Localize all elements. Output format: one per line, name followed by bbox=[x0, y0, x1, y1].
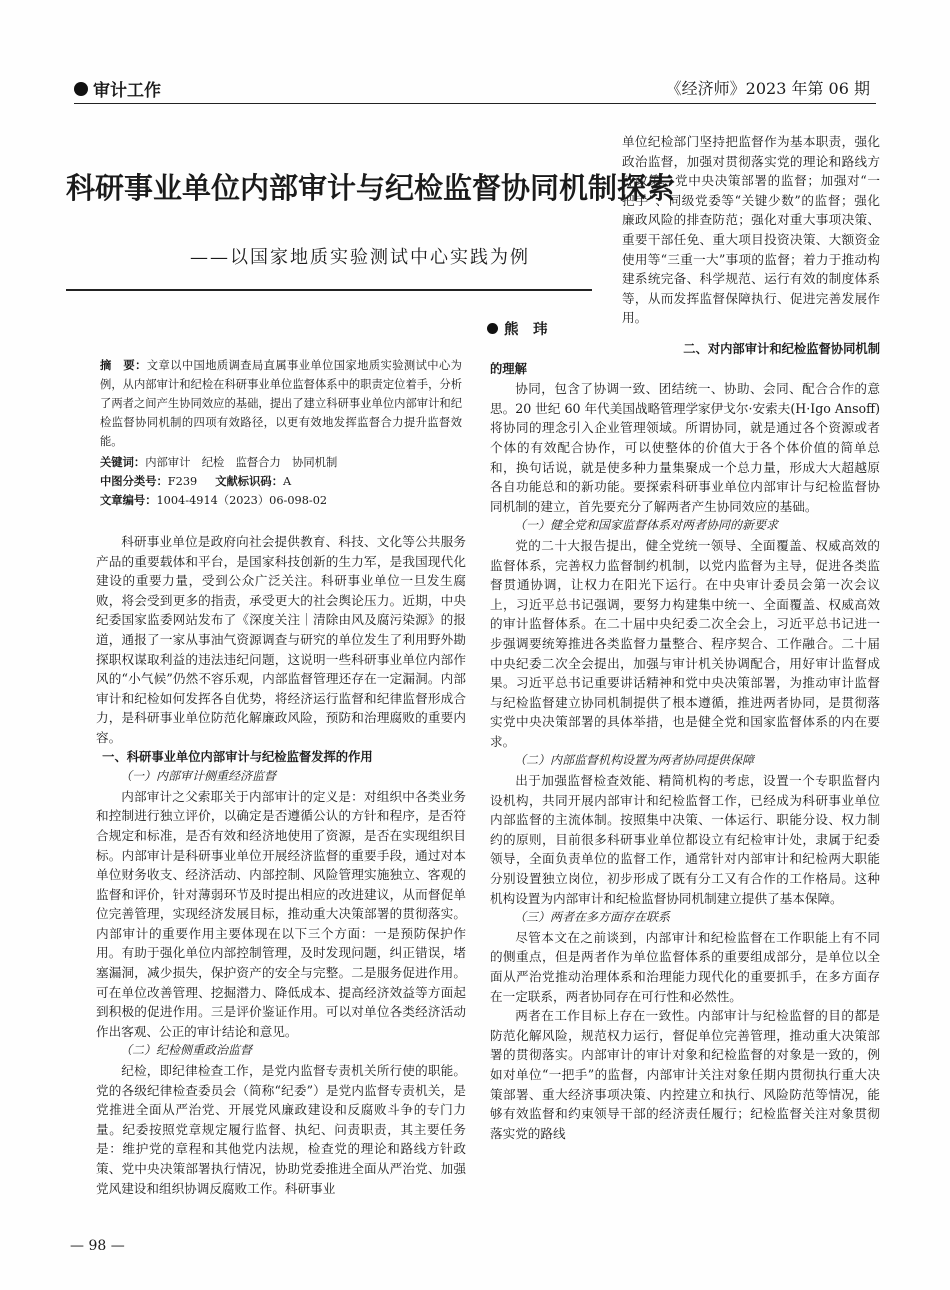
body-paragraph: 内部审计之父索耶关于内部审计的定义是：对组织中各类业务和控制进行独立评价，以确定是否遵循公认的方针和程序，是否符合规定和标准，是否有效和经济地使用了资源，是否在实现组织目标。内部审计是科研事业单位开展经济监督的重要手段，通过对本单位财务收支、经济活动、内部控制、风险管理实施独立、客观的监督和评价，针对薄弱环节及时提出相应的改进建议，从而督促单位完善管理，实现经济发展目标，推动重大决策部署的贯彻落实。内部审计的重要作用主要体现在以下三个方面：一是预防保护作用。有助于强化单位内部控制管理，及时发现问题，纠正错误，堵塞漏洞，减少损失，保护资产的安全与完整。二是服务促进作用。可在单位改善管理、挖掘潜力、降低成本、提高经济效益等方面起到积极的促进作用。三是评价鉴证作用。可以对单位各类经济活动作出客观、公正的审计结论和意见。 bbox=[96, 788, 466, 1039]
subsection-heading: （一）健全党和国家监督体系对两者协同的新要求 bbox=[514, 518, 779, 533]
continued-paragraph: 单位纪检部门坚持把监督作为基本职责，强化政治监督，加强对贯彻落实党的理论和路线方针政策、党中央决策部署的监督；加强对“一把手”、同级党委等“关键少数”的监督；强化廉政风险的排查防范；强化对重大事项决策、重要干部任免、重大项目投资决策、大额资金使用等“三重一大”事项的监督；着力于推动构建系统完备、科学规范、运行有效的制度体系等，从而发挥监督保障执行、促进完善发展作用。 bbox=[622, 134, 880, 326]
title-rule bbox=[66, 289, 592, 291]
subsection-heading: （二）内部监督机构设置为两者协同提供保障 bbox=[514, 753, 755, 768]
doc-code: A bbox=[283, 475, 292, 488]
classification-line bbox=[100, 472, 337, 491]
subsection-heading: （二）纪检侧重政治监督 bbox=[120, 1043, 253, 1058]
doc-code-label: 文献标识码： bbox=[215, 475, 283, 488]
header-rule bbox=[74, 103, 876, 104]
bullet-icon bbox=[487, 323, 498, 334]
keywords: 内部审计 纪检 监督合力 协同机制 bbox=[145, 456, 338, 469]
section-heading-2-cont: 的理解 bbox=[490, 361, 527, 376]
keywords-label: 关键词： bbox=[100, 456, 146, 469]
subsection-heading: （一）内部审计侧重经济监督 bbox=[120, 769, 277, 784]
right-column-top bbox=[622, 132, 880, 328]
clc-code: F239 bbox=[167, 475, 198, 488]
article-number-line bbox=[100, 491, 337, 510]
intro-paragraph: 科研事业单位是政府向社会提供教育、科技、文化等公共服务产品的重要载体和平台，是国家科技创新的生力军，是我国现代化建设的重要力量，受到公众广泛关注。科研事业单位一旦发生腐败，将会受到更多的指责，承受更大的社会舆论压力。近期，中央纪委国家监委网站发布了《深度关注｜清除由风及腐污染源》的报道，通报了一家从事油气资源调查与研究的单位发生了利用野外勘探职权谋取利益的违法违纪问题，这说明一些科研事业单位内部作风的“小气候”仍然不容乐观，内部监督管理还存在一定漏洞。内部审计和纪检如何发挥各自优势，将经济运行监督和纪律监督形成合力，是科研事业单位防范化解廉政风险，预防和治理腐败的重要内容。 bbox=[96, 534, 466, 745]
article-title: 科研事业单位内部审计与纪检监督协同机制探索 bbox=[66, 171, 676, 205]
abstract-label: 摘 要： bbox=[100, 359, 147, 372]
right-column bbox=[490, 340, 880, 1143]
article-number: 1004-4914（2023）06-098-02 bbox=[156, 494, 328, 507]
author-name: 熊 玮 bbox=[504, 322, 548, 338]
section-heading-1: 一、科研事业单位内部审计与纪检监督发挥的作用 bbox=[102, 749, 373, 764]
body-paragraph: 尽管本文在之前谈到，内部审计和纪检监督在工作职能上有不同的侧重点，但是两者作为单位监督体系的重要组成部分，是单位以全面从严治党推动治理体系和治理能力现代化的重要抓手，在多方面存在一定联系，两者协同存在可行性和必然性。 bbox=[490, 929, 880, 1004]
article-number-label: 文章编号： bbox=[100, 494, 157, 507]
page-number: — 98 — bbox=[70, 1238, 125, 1254]
article-subtitle: ——以国家地质实验测试中心实践为例 bbox=[190, 247, 530, 268]
abstract bbox=[100, 356, 462, 451]
section-label: 审计工作 bbox=[93, 81, 161, 101]
body-paragraph: 出于加强监督检查效能、精简机构的考虑，设置一个专职监督内设机构，共同开展内部审计和纪检监督工作，已经成为科研事业单位内部监督的主流体制。按照集中决策、一体运行、职能分设、权力制约的原则，目前很多科研事业单位都设立有纪检审计处，隶属于纪委领导，全面负责单位的监督工作，通常针对内部审计和纪检两大职能分别设置独立岗位，初步形成了既有分工又有合作的工作格局。这种机构设置为内部审计和纪检监督协同机制建立提供了基本保障。 bbox=[490, 773, 880, 906]
left-column bbox=[96, 532, 466, 1198]
section-heading-2: 二、对内部审计和纪检监督协同机制 bbox=[683, 342, 880, 356]
body-paragraph: 党的二十大报告提出，健全党统一领导、全面覆盖、权威高效的监督体系，完善权力监督制约机制，以党内监督为主导，促进各类监督贯通协调，让权力在阳光下运行。在中央审计委员会第一次会议上，习近平总书记强调，要努力构建集中统一、全面覆盖、权威高效的审计监督体系。在二十届中央纪委二次全会上，习近平总书记进一步强调要统筹推进各类监督力量整合、程序契合、工作融合。二十届中央纪委二次全会提出，加强与审计机关协调配合，用好审计监督成果。习近平总书记重要讲话精神和党中央决策部署，为推动审计监督与纪检监督建立协同机制提供了根本遵循，推进两者协同，是贯彻落实党中央决策部署的具体举措，也是健全党和国家监督体系的内在要求。 bbox=[490, 537, 880, 749]
journal-issue: 《经济师》2023 年第 06 期 bbox=[665, 79, 870, 98]
subsection-heading: （三）两者在多方面存在联系 bbox=[514, 910, 671, 925]
article-meta bbox=[100, 453, 337, 510]
body-paragraph: 协同，包含了协调一致、团结统一、协助、会同、配合合作的意思。20 世纪 60 年代美国战略管理学家伊戈尔·安索夫(H·Igo Ansoff)将协同的理念引入企业管理领域。所谓协同，就是通过各个资源或者个体的有效配合协作，可以使整体的价值大于各个体价值的简单总和，换句话说，就是使多种力量集聚成一个总力量，形成大大超越原各自功能总和的新功能。要探索科研事业单位内部审计与纪检监督协同机制的建立，首先要充分了解两者产生协同效应的基础。 bbox=[490, 381, 880, 514]
clc-label: 中图分类号： bbox=[100, 475, 168, 488]
body-paragraph: 两者在工作目标上存在一致性。内部审计与纪检监督的目的都是防范化解风险，规范权力运行，督促单位完善管理，推动重大决策部署的贯彻落实。内部审计的审计对象和纪检监督的对象是一致的，例如对单位“一把手”的监督，内部审计关注对象任期内贯彻执行重大决策部署、重大经济事项决策、内控建立和执行、风险防范等情况，能够有效监督和约束领导干部的经济责任履行；纪检监督关注对象贯彻落实党的路线 bbox=[490, 1008, 880, 1141]
keywords-line bbox=[100, 453, 337, 472]
body-paragraph: 纪检，即纪律检查工作，是党内监督专责机关所行使的职能。党的各级纪律检查委员会（简称“纪委”）是党内监督专责机关，是党推进全面从严治党、开展党风廉政建设和反腐败斗争的专门力量。纪委按照党章规定履行监督、执纪、问责职责，其主要任务是：维护党的章程和其他党内法规，检查党的理论和路线方针政策、党中央决策部署执行情况，协助党委推进全面从严治党、加强党风建设和组织协调反腐败工作。科研事业 bbox=[96, 1063, 466, 1196]
section-header bbox=[74, 76, 161, 101]
abstract-text: 文章以中国地质调查局直属事业单位国家地质实验测试中心为例，从内部审计和纪检在科研事业单位监督体系中的职责定位着手，分析了两者之间产生协同效应的基础，提出了建立科研事业单位内部审计和纪检监督协同机制的四项有效路径，以更有效地发挥监督合力提升监督效能。 bbox=[100, 359, 462, 448]
bullet-icon bbox=[74, 82, 88, 96]
author-line bbox=[487, 318, 548, 339]
